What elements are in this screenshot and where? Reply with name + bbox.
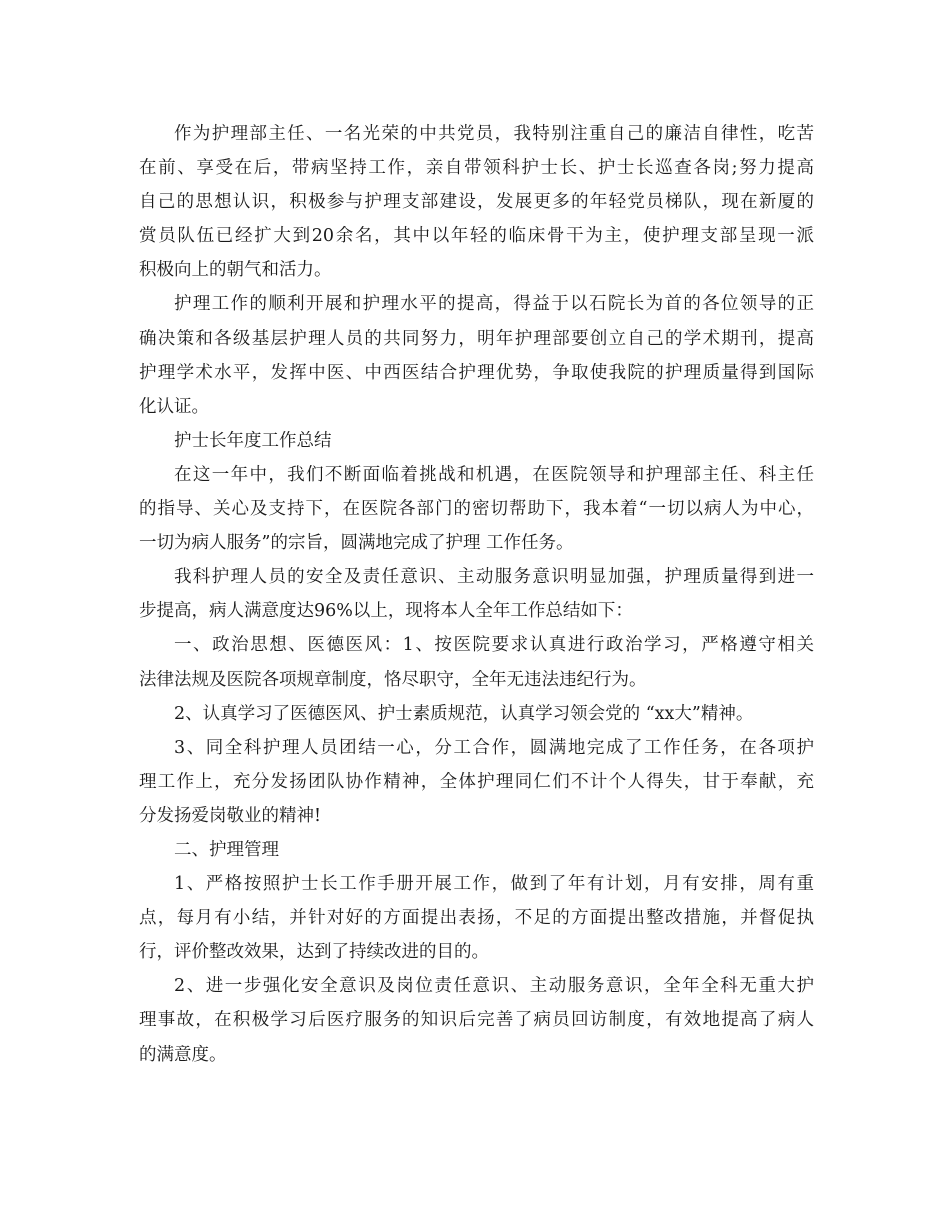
text-line: 自己的思想认识，积极参与护理支部建设，发展更多的年轻党员梯队，现在新厦的 bbox=[139, 192, 814, 213]
text-line: 作为护理部主任、一名光荣的中共党员，我特别注重自己的廉洁自律性，吃苦 bbox=[174, 124, 814, 144]
text-line: 点，每月有小结，并针对好的方面提出表扬，不足的方面提出整改措施，并督促执 bbox=[139, 908, 814, 929]
heading-text: 护士长年度工作总结 bbox=[174, 430, 332, 451]
text-line: 护理工作的顺利开展和护理水平的提高，得益于以石院长为首的各位领导的正 bbox=[174, 294, 814, 315]
text-line: 的满意度。 bbox=[139, 1044, 227, 1065]
text-line: 2、进一步强化安全意识及岗位责任意识、主动服务意识，全年全科无重大护 bbox=[174, 976, 814, 997]
text-line: 理事故，在积极学习后医疗服务的知识后完善了病员回访制度，有效地提高了病人 bbox=[139, 1010, 814, 1031]
text-line: 3、同全科护理人员团结一心，分工合作，圆满地完成了工作任务，在各项护 bbox=[174, 737, 814, 758]
text-line: 赏员队伍已经扩大到20余名，其中以年轻的临床骨干为主，使护理支部呈现一派 bbox=[139, 226, 814, 247]
text-line: 分发扬爱岗敬业的精神! bbox=[139, 805, 322, 826]
section-heading-management bbox=[139, 833, 814, 867]
paragraph-quality bbox=[139, 560, 814, 628]
section-heading bbox=[139, 424, 814, 458]
paragraph-political-thought bbox=[139, 628, 814, 696]
text-line: 步提高，病人满意度达96%以上，现将本人全年工作总结如下： bbox=[139, 601, 633, 622]
paragraph-handbook bbox=[139, 867, 814, 969]
paragraph-safety bbox=[139, 969, 814, 1071]
text-line: 化认证。 bbox=[139, 396, 209, 417]
text-line: 确决策和各级基层护理人员的共同努力，明年护理部要创立自己的学术期刊，提高 bbox=[139, 328, 814, 349]
paragraph-nursing-development bbox=[139, 287, 814, 423]
paragraph-study bbox=[139, 697, 814, 731]
text-line: 积极向上的朝气和活力。 bbox=[139, 260, 332, 281]
document-body bbox=[139, 117, 814, 1072]
heading-text: 二、护理管理 bbox=[174, 839, 279, 860]
text-line: 行，评价整改效果，达到了持续改进的目的。 bbox=[139, 942, 489, 963]
text-line: 护理学术水平，发挥中医、中西医结合护理优势，争取使我院的护理质量得到国际 bbox=[139, 362, 814, 383]
text-line: 2、认真学习了医德医风、护士素质规范，认真学习领会党的 “xx大”精神。 bbox=[174, 703, 754, 724]
text-line: 在前、享受在后，带病坚持工作，亲自带领科护士长、护士长巡查各岗;努力提高 bbox=[139, 158, 814, 179]
text-line: 理工作上，充分发扬团队协作精神，全体护理同仁们不计个人得失，甘于奉献，充 bbox=[139, 771, 814, 792]
text-line: 一切为病人服务”的宗旨，圆满地完成了护理 工作任务。 bbox=[139, 533, 574, 554]
text-line: 一、政治思想、医德医风：1、按医院要求认真进行政治学习，严格遵守相关 bbox=[174, 635, 814, 656]
paragraph-party-member bbox=[139, 117, 814, 287]
text-line: 1、严格按照护士长工作手册开展工作，做到了年有计划，月有安排，周有重 bbox=[174, 874, 814, 895]
text-line: 我科护理人员的安全及责任意识、主动服务意识明显加强，护理质量得到进一 bbox=[174, 567, 814, 588]
text-line: 在这一年中，我们不断面临着挑战和机遇，在医院领导和护理部主任、科主任 bbox=[174, 464, 814, 485]
text-line: 法律法规及医院各项规章制度，恪尽职守，全年无违法违纪行为。 bbox=[139, 669, 647, 690]
paragraph-year-summary bbox=[139, 458, 814, 560]
paragraph-teamwork bbox=[139, 731, 814, 833]
text-line: 的指导、关心及支持下，在医院各部门的密切帮助下，我本着“一切以病人为中心， bbox=[139, 499, 814, 520]
